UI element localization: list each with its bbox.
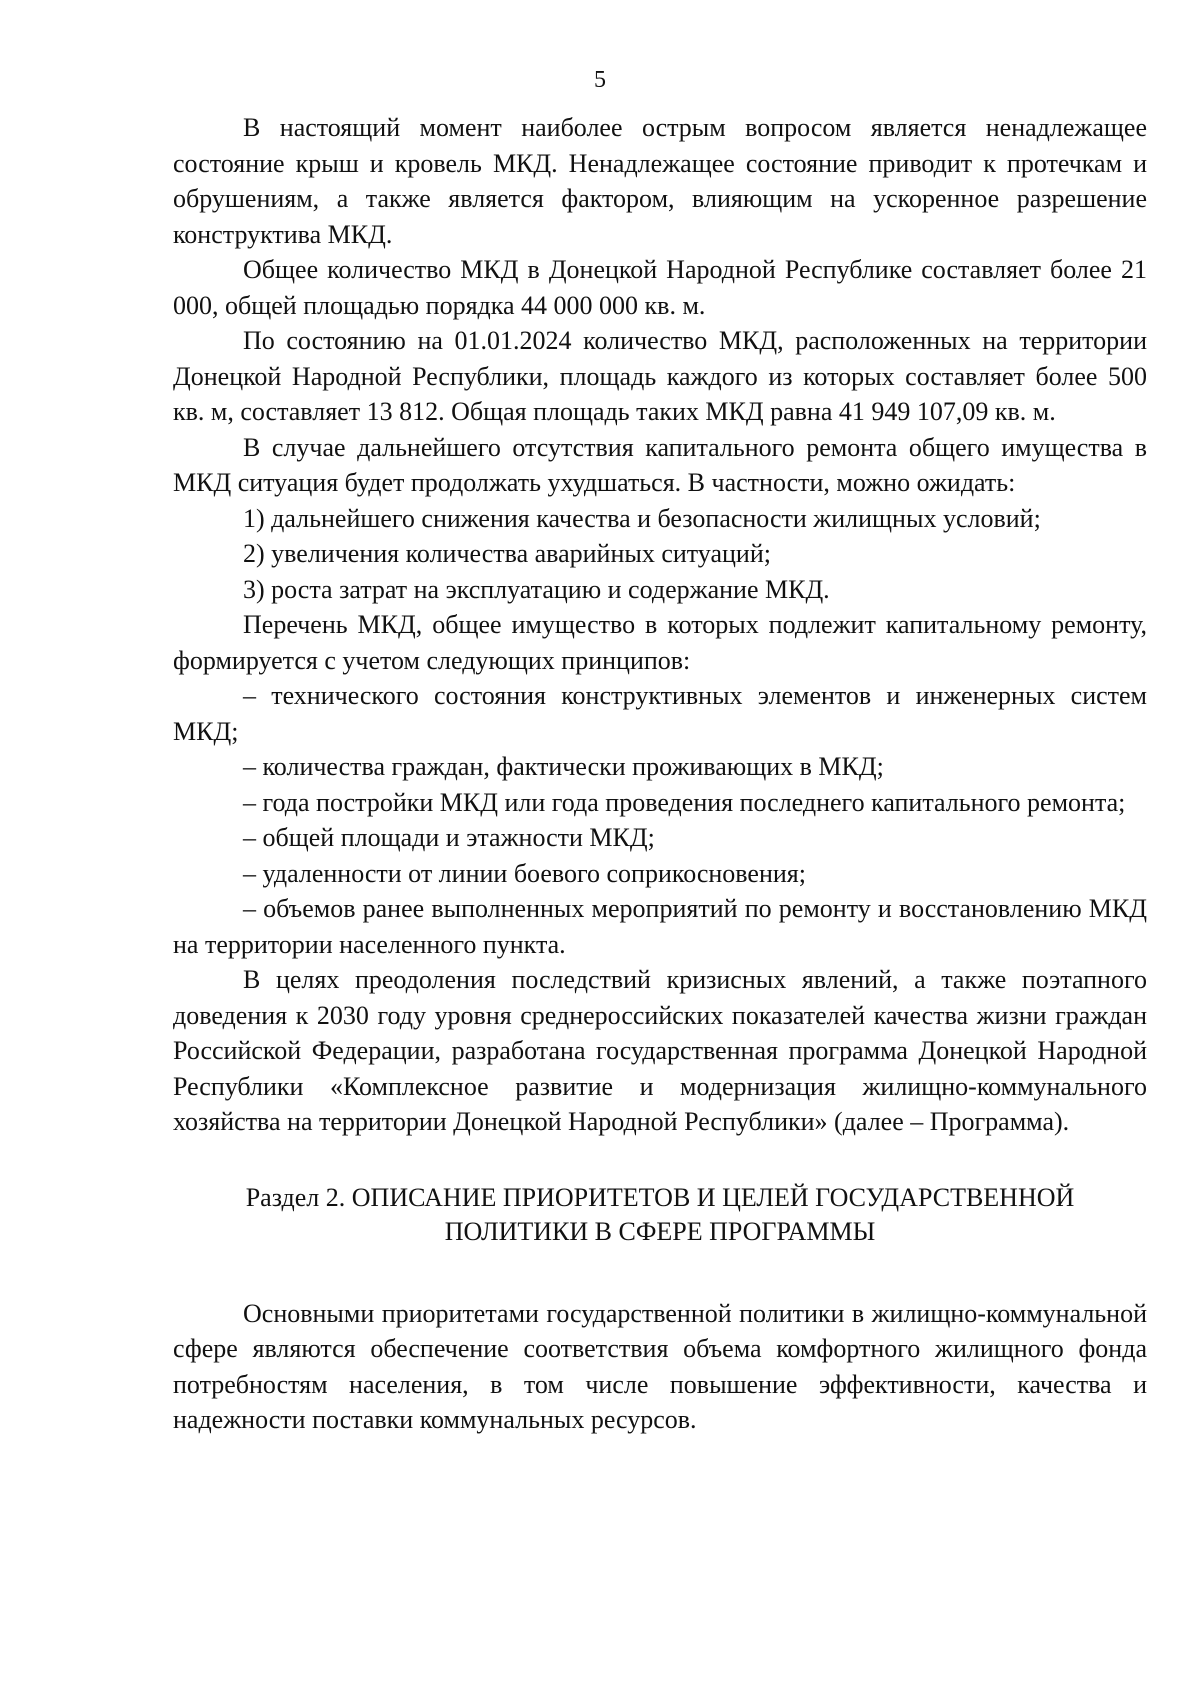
section-title xyxy=(173,1181,1147,1249)
section-title-line-1: Раздел 2. ОПИСАНИЕ ПРИОРИТЕТОВ И ЦЕЛЕЙ ГОСУДАРСТВЕННОЙ xyxy=(245,1182,1075,1212)
section-title-line-2: ПОЛИТИКИ В СФЕРЕ ПРОГРАММЫ xyxy=(444,1216,876,1246)
list-item-1: 1) дальнейшего снижения качества и безопасности жилищных условий; xyxy=(243,503,1041,533)
paragraph-principles: Перечень МКД, общее имущество в которых подлежит капитальному ремонту, формируется с учетом следующих принципов: xyxy=(173,610,1147,675)
principle-technical-state: – технического состояния конструктивных элементов и инженерных систем МКД; xyxy=(173,681,1147,746)
document-body xyxy=(173,110,1147,1438)
list-item-2: 2) увеличения количества аварийных ситуаций; xyxy=(243,539,771,568)
paragraph-no-repair: В случае дальнейшего отсутствия капитального ремонта общего имущества в МКД ситуация будет продолжать ухудшаться. В частности, можно ожидать: xyxy=(173,432,1147,497)
page-number: 5 xyxy=(594,67,606,93)
principle-area-floors: – общей площади и этажности МКД; xyxy=(243,823,655,852)
principle-construction-year: – года постройки МКД или года проведения последнего капитального ремонта; xyxy=(243,787,1126,817)
principle-distance: – удаленности от линии боевого соприкосновения; xyxy=(243,858,806,888)
paragraph-priorities: Основными приоритетами государственной политики в жилищно-коммунальной сфере являются обеспечение соответствия объема комфортного жилищного фонда потребностям населения, в том числе повышение эффективности, качества и надежности поставки коммунальных ресурсов. xyxy=(173,1298,1147,1434)
paragraph-program: В целях преодоления последствий кризисных явлений, а также поэтапного доведения к 2030 году уровня среднероссийских показателей качества жизни граждан Российской Федерации, разработана государственная программа Донецкой Народной Республики «Комплексное развитие и модернизация жилищно-коммунального хозяйства на территории Донецкой Народной Республики» (далее – Программа). xyxy=(173,965,1147,1136)
paragraph-status-2024: По состоянию на 01.01.2024 количество МКД, расположенных на территории Донецкой Народной Республики, площадь каждого из которых составляет более 500 кв. м, составляет 13 812. Общая площадь таких МКД равна 41 949 107,09 кв. м. xyxy=(173,326,1147,426)
paragraph-roofs: В настоящий момент наиболее острым вопросом является ненадлежащее состояние крыш и кровель МКД. Ненадлежащее состояние приводит к протечкам и обрушениям, а также является фактором, влияющим на ускоренное разрешение конструктива МКД. xyxy=(173,113,1147,249)
principle-residents: – количества граждан, фактически проживающих в МКД; xyxy=(243,752,884,781)
principle-previous-work: – объемов ранее выполненных мероприятий по ремонту и восстановлению МКД на территории населенного пункта. xyxy=(173,894,1147,959)
paragraph-total-count: Общее количество МКД в Донецкой Народной Республике составляет более 21 000, общей площадью порядка 44 000 000 кв. м. xyxy=(173,255,1147,320)
list-item-3: 3) роста затрат на эксплуатацию и содержание МКД. xyxy=(243,574,830,604)
